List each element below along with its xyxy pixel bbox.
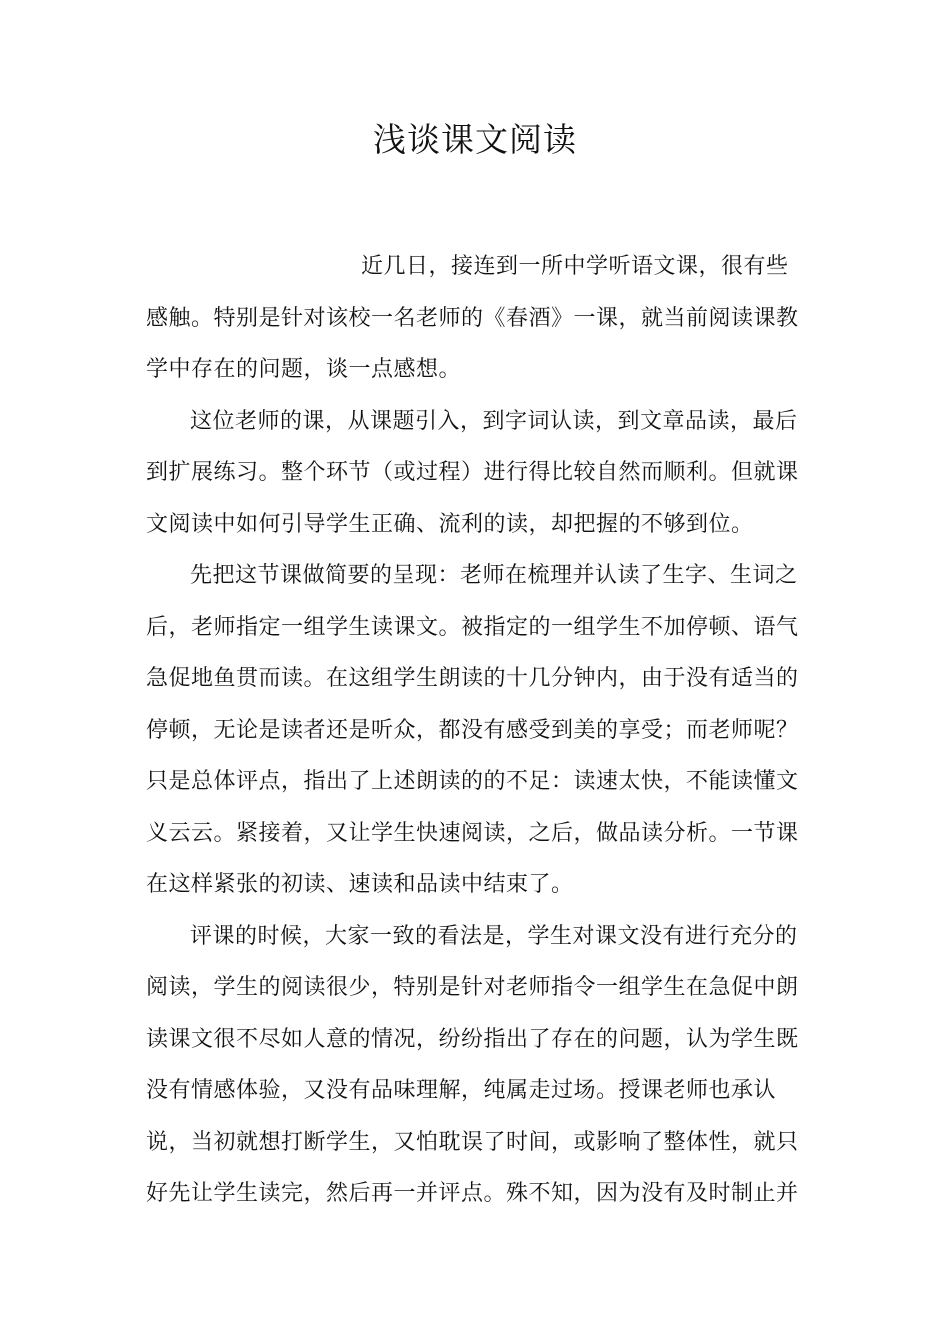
paragraph-line: 评课的时候，大家一致的看法是，学生对课文没有进行充分的 [190, 923, 798, 949]
paragraph-line: 先把这节课做简要的呈现：老师在梳理并认读了生字、生词之 [190, 563, 798, 588]
paragraph-line: 没有情感体验，又没有品味理解，纯属走过场。授课老师也承认 [146, 1078, 777, 1103]
paragraph-line: 这位老师的课，从课题引入，到字词认读，到文章品读，最后 [190, 408, 798, 434]
paragraph-line: 只是总体评点，指出了上述朗读的的不足：读速太快，不能读懂文 [146, 769, 799, 794]
document-title: 浅谈课文阅读 [373, 120, 577, 159]
paragraph-line: 在这样紧张的初读、速读和品读中结束了。 [146, 872, 574, 897]
paragraph-line: 急促地鱼贯而读。在这组学生朗读的十几分钟内，由于没有适当的 [146, 666, 799, 691]
paragraph-line: 感触。特别是针对该校一名老师的《春酒》一课，就当前阅读课教 [146, 305, 799, 331]
document-body [146, 244, 806, 1223]
paragraph-line: 说，当初就想打断学生，又怕耽误了时间，或影响了整体性，就只 [146, 1129, 799, 1155]
paragraph-line: 阅读，学生的阅读很少，特别是针对老师指令一组学生在急促中朗 [146, 975, 799, 1000]
paragraph-line: 到扩展练习。整个环节（或过程）进行得比较自然而顺利。但就课 [146, 460, 799, 485]
paragraph-line: 好先让学生读完，然后再一并评点。殊不知，因为没有及时制止并 [146, 1181, 799, 1206]
paragraph-line: 读课文很不尽如人意的情况，纷纷指出了存在的问题，认为学生既 [146, 1026, 799, 1052]
paragraph-line: 义云云。紧接着，又让学生快速阅读，之后，做品读分析。一节课 [146, 820, 799, 846]
paragraph-line: 后，老师指定一组学生读课文。被指定的一组学生不加停顿、语气 [146, 614, 799, 640]
paragraph-line: 学中存在的问题，谈一点感想。 [146, 357, 462, 382]
paragraph-line: 文阅读中如何引导学生正确、流利的读，却把握的不够到位。 [146, 511, 754, 537]
paragraph-line: 停顿，无论是读者还是听众，都没有感受到美的享受；而老师呢？ [146, 717, 799, 743]
paragraph-line: 近几日，接连到一所中学听语文课，很有些 [361, 254, 789, 279]
